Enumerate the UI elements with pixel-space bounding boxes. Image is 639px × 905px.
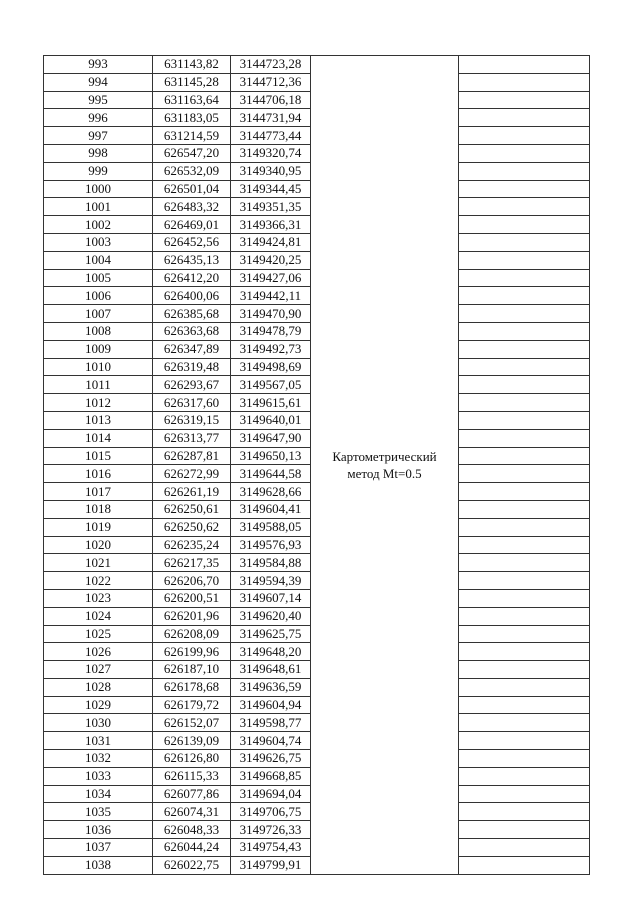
- y-coordinate-cell: 3149588,05: [231, 518, 311, 536]
- x-coordinate-cell: 626126,80: [153, 750, 231, 768]
- empty-cell: [459, 554, 590, 572]
- y-coordinate-cell: 3149644,58: [231, 465, 311, 483]
- point-number-cell: 997: [44, 127, 153, 145]
- x-coordinate-cell: 626022,75: [153, 856, 231, 874]
- point-number-cell: 1007: [44, 305, 153, 323]
- x-coordinate-cell: 626250,61: [153, 500, 231, 518]
- empty-cell: [459, 678, 590, 696]
- x-coordinate-cell: 626139,09: [153, 732, 231, 750]
- y-coordinate-cell: 3149584,88: [231, 554, 311, 572]
- y-coordinate-cell: 3149442,11: [231, 287, 311, 305]
- x-coordinate-cell: 626313,77: [153, 429, 231, 447]
- x-coordinate-cell: 626048,33: [153, 821, 231, 839]
- x-coordinate-cell: 626412,20: [153, 269, 231, 287]
- x-coordinate-cell: 626435,13: [153, 251, 231, 269]
- x-coordinate-cell: 626201,96: [153, 607, 231, 625]
- y-coordinate-cell: 3144773,44: [231, 127, 311, 145]
- empty-cell: [459, 358, 590, 376]
- y-coordinate-cell: 3149424,81: [231, 233, 311, 251]
- y-coordinate-cell: 3149615,61: [231, 394, 311, 412]
- point-number-cell: 1018: [44, 500, 153, 518]
- x-coordinate-cell: 626261,19: [153, 483, 231, 501]
- y-coordinate-cell: 3149604,41: [231, 500, 311, 518]
- point-number-cell: 1035: [44, 803, 153, 821]
- point-number-cell: 1033: [44, 767, 153, 785]
- empty-cell: [459, 500, 590, 518]
- point-number-cell: 1022: [44, 572, 153, 590]
- y-coordinate-cell: 3144712,36: [231, 73, 311, 91]
- x-coordinate-cell: 626044,24: [153, 839, 231, 857]
- method-name: Картометрический: [332, 448, 437, 464]
- x-coordinate-cell: 626532,09: [153, 162, 231, 180]
- point-number-cell: 993: [44, 56, 153, 74]
- y-coordinate-cell: 3149628,66: [231, 483, 311, 501]
- point-number-cell: 1011: [44, 376, 153, 394]
- point-number-cell: 1016: [44, 465, 153, 483]
- empty-cell: [459, 91, 590, 109]
- y-coordinate-cell: 3149320,74: [231, 144, 311, 162]
- point-number-cell: 1009: [44, 340, 153, 358]
- empty-cell: [459, 750, 590, 768]
- y-coordinate-cell: 3149668,85: [231, 767, 311, 785]
- point-number-cell: 1024: [44, 607, 153, 625]
- method-accuracy: метод Mt=0.5: [347, 465, 422, 481]
- x-coordinate-cell: 626178,68: [153, 678, 231, 696]
- empty-cell: [459, 180, 590, 198]
- empty-cell: [459, 198, 590, 216]
- x-coordinate-cell: 626319,48: [153, 358, 231, 376]
- x-coordinate-cell: 626293,67: [153, 376, 231, 394]
- point-number-cell: 994: [44, 73, 153, 91]
- x-coordinate-cell: 626501,04: [153, 180, 231, 198]
- y-coordinate-cell: 3149626,75: [231, 750, 311, 768]
- empty-cell: [459, 269, 590, 287]
- empty-cell: [459, 394, 590, 412]
- x-coordinate-cell: 626272,99: [153, 465, 231, 483]
- empty-cell: [459, 714, 590, 732]
- empty-cell: [459, 429, 590, 447]
- point-number-cell: 1036: [44, 821, 153, 839]
- empty-cell: [459, 73, 590, 91]
- point-number-cell: 1031: [44, 732, 153, 750]
- point-number-cell: 1001: [44, 198, 153, 216]
- point-number-cell: 1015: [44, 447, 153, 465]
- table-row: [44, 56, 590, 74]
- x-coordinate-cell: 626319,15: [153, 411, 231, 429]
- y-coordinate-cell: 3149470,90: [231, 305, 311, 323]
- empty-cell: [459, 607, 590, 625]
- y-coordinate-cell: 3149647,90: [231, 429, 311, 447]
- empty-cell: [459, 483, 590, 501]
- point-number-cell: 1006: [44, 287, 153, 305]
- x-coordinate-cell: 626217,35: [153, 554, 231, 572]
- x-coordinate-cell: 626317,60: [153, 394, 231, 412]
- point-number-cell: 1010: [44, 358, 153, 376]
- method-cell: [311, 56, 459, 875]
- point-number-cell: 1014: [44, 429, 153, 447]
- x-coordinate-cell: 626400,06: [153, 287, 231, 305]
- y-coordinate-cell: 3149799,91: [231, 856, 311, 874]
- x-coordinate-cell: 626199,96: [153, 643, 231, 661]
- y-coordinate-cell: 3149420,25: [231, 251, 311, 269]
- empty-cell: [459, 447, 590, 465]
- empty-cell: [459, 518, 590, 536]
- y-coordinate-cell: 3149340,95: [231, 162, 311, 180]
- y-coordinate-cell: 3149640,01: [231, 411, 311, 429]
- point-number-cell: 1029: [44, 696, 153, 714]
- x-coordinate-cell: 626179,72: [153, 696, 231, 714]
- y-coordinate-cell: 3149648,20: [231, 643, 311, 661]
- x-coordinate-cell: 626077,86: [153, 785, 231, 803]
- point-number-cell: 1032: [44, 750, 153, 768]
- empty-cell: [459, 643, 590, 661]
- empty-cell: [459, 411, 590, 429]
- empty-cell: [459, 251, 590, 269]
- empty-cell: [459, 839, 590, 857]
- x-coordinate-cell: 626483,32: [153, 198, 231, 216]
- y-coordinate-cell: 3149427,06: [231, 269, 311, 287]
- x-coordinate-cell: 626235,24: [153, 536, 231, 554]
- x-coordinate-cell: 631163,64: [153, 91, 231, 109]
- x-coordinate-cell: 631183,05: [153, 109, 231, 127]
- y-coordinate-cell: 3149351,35: [231, 198, 311, 216]
- empty-cell: [459, 661, 590, 679]
- empty-cell: [459, 233, 590, 251]
- point-number-cell: 1030: [44, 714, 153, 732]
- x-coordinate-cell: 626287,81: [153, 447, 231, 465]
- point-number-cell: 1002: [44, 216, 153, 234]
- point-number-cell: 1008: [44, 322, 153, 340]
- point-number-cell: 995: [44, 91, 153, 109]
- y-coordinate-cell: 3149366,31: [231, 216, 311, 234]
- y-coordinate-cell: 3149567,05: [231, 376, 311, 394]
- empty-cell: [459, 803, 590, 821]
- y-coordinate-cell: 3149607,14: [231, 589, 311, 607]
- point-number-cell: 1028: [44, 678, 153, 696]
- empty-cell: [459, 127, 590, 145]
- point-number-cell: 1003: [44, 233, 153, 251]
- empty-cell: [459, 322, 590, 340]
- point-number-cell: 1019: [44, 518, 153, 536]
- point-number-cell: 1038: [44, 856, 153, 874]
- y-coordinate-cell: 3149598,77: [231, 714, 311, 732]
- point-number-cell: 1037: [44, 839, 153, 857]
- empty-cell: [459, 162, 590, 180]
- empty-cell: [459, 856, 590, 874]
- y-coordinate-cell: 3149344,45: [231, 180, 311, 198]
- y-coordinate-cell: 3149498,69: [231, 358, 311, 376]
- x-coordinate-cell: 626469,01: [153, 216, 231, 234]
- y-coordinate-cell: 3149576,93: [231, 536, 311, 554]
- empty-cell: [459, 785, 590, 803]
- point-number-cell: 1004: [44, 251, 153, 269]
- point-number-cell: 1017: [44, 483, 153, 501]
- x-coordinate-cell: 626347,89: [153, 340, 231, 358]
- x-coordinate-cell: 626363,68: [153, 322, 231, 340]
- point-number-cell: 1013: [44, 411, 153, 429]
- y-coordinate-cell: 3149620,40: [231, 607, 311, 625]
- x-coordinate-cell: 626208,09: [153, 625, 231, 643]
- x-coordinate-cell: 626200,51: [153, 589, 231, 607]
- y-coordinate-cell: 3149492,73: [231, 340, 311, 358]
- empty-cell: [459, 732, 590, 750]
- empty-cell: [459, 56, 590, 74]
- x-coordinate-cell: 626115,33: [153, 767, 231, 785]
- x-coordinate-cell: 631214,59: [153, 127, 231, 145]
- empty-cell: [459, 109, 590, 127]
- point-number-cell: 1005: [44, 269, 153, 287]
- coordinates-table-body: [44, 56, 590, 875]
- point-number-cell: 996: [44, 109, 153, 127]
- x-coordinate-cell: 631145,28: [153, 73, 231, 91]
- empty-cell: [459, 376, 590, 394]
- x-coordinate-cell: 626152,07: [153, 714, 231, 732]
- x-coordinate-cell: 626250,62: [153, 518, 231, 536]
- empty-cell: [459, 287, 590, 305]
- y-coordinate-cell: 3149478,79: [231, 322, 311, 340]
- x-coordinate-cell: 626452,56: [153, 233, 231, 251]
- x-coordinate-cell: 626206,70: [153, 572, 231, 590]
- empty-cell: [459, 767, 590, 785]
- empty-cell: [459, 216, 590, 234]
- point-number-cell: 998: [44, 144, 153, 162]
- y-coordinate-cell: 3149636,59: [231, 678, 311, 696]
- point-number-cell: 1021: [44, 554, 153, 572]
- y-coordinate-cell: 3149726,33: [231, 821, 311, 839]
- point-number-cell: 1023: [44, 589, 153, 607]
- x-coordinate-cell: 626385,68: [153, 305, 231, 323]
- y-coordinate-cell: 3149648,61: [231, 661, 311, 679]
- empty-cell: [459, 821, 590, 839]
- y-coordinate-cell: 3149625,75: [231, 625, 311, 643]
- y-coordinate-cell: 3149604,94: [231, 696, 311, 714]
- point-number-cell: 999: [44, 162, 153, 180]
- empty-cell: [459, 572, 590, 590]
- point-number-cell: 1034: [44, 785, 153, 803]
- empty-cell: [459, 625, 590, 643]
- y-coordinate-cell: 3149650,13: [231, 447, 311, 465]
- point-number-cell: 1025: [44, 625, 153, 643]
- empty-cell: [459, 696, 590, 714]
- y-coordinate-cell: 3149604,74: [231, 732, 311, 750]
- y-coordinate-cell: 3144731,94: [231, 109, 311, 127]
- point-number-cell: 1000: [44, 180, 153, 198]
- x-coordinate-cell: 631143,82: [153, 56, 231, 74]
- point-number-cell: 1012: [44, 394, 153, 412]
- empty-cell: [459, 589, 590, 607]
- x-coordinate-cell: 626074,31: [153, 803, 231, 821]
- y-coordinate-cell: 3144706,18: [231, 91, 311, 109]
- empty-cell: [459, 465, 590, 483]
- coordinates-table: [43, 55, 590, 875]
- point-number-cell: 1026: [44, 643, 153, 661]
- y-coordinate-cell: 3149706,75: [231, 803, 311, 821]
- y-coordinate-cell: 3149754,43: [231, 839, 311, 857]
- x-coordinate-cell: 626547,20: [153, 144, 231, 162]
- point-number-cell: 1020: [44, 536, 153, 554]
- empty-cell: [459, 536, 590, 554]
- empty-cell: [459, 144, 590, 162]
- x-coordinate-cell: 626187,10: [153, 661, 231, 679]
- y-coordinate-cell: 3149694,04: [231, 785, 311, 803]
- y-coordinate-cell: 3144723,28: [231, 56, 311, 74]
- y-coordinate-cell: 3149594,39: [231, 572, 311, 590]
- point-number-cell: 1027: [44, 661, 153, 679]
- empty-cell: [459, 305, 590, 323]
- empty-cell: [459, 340, 590, 358]
